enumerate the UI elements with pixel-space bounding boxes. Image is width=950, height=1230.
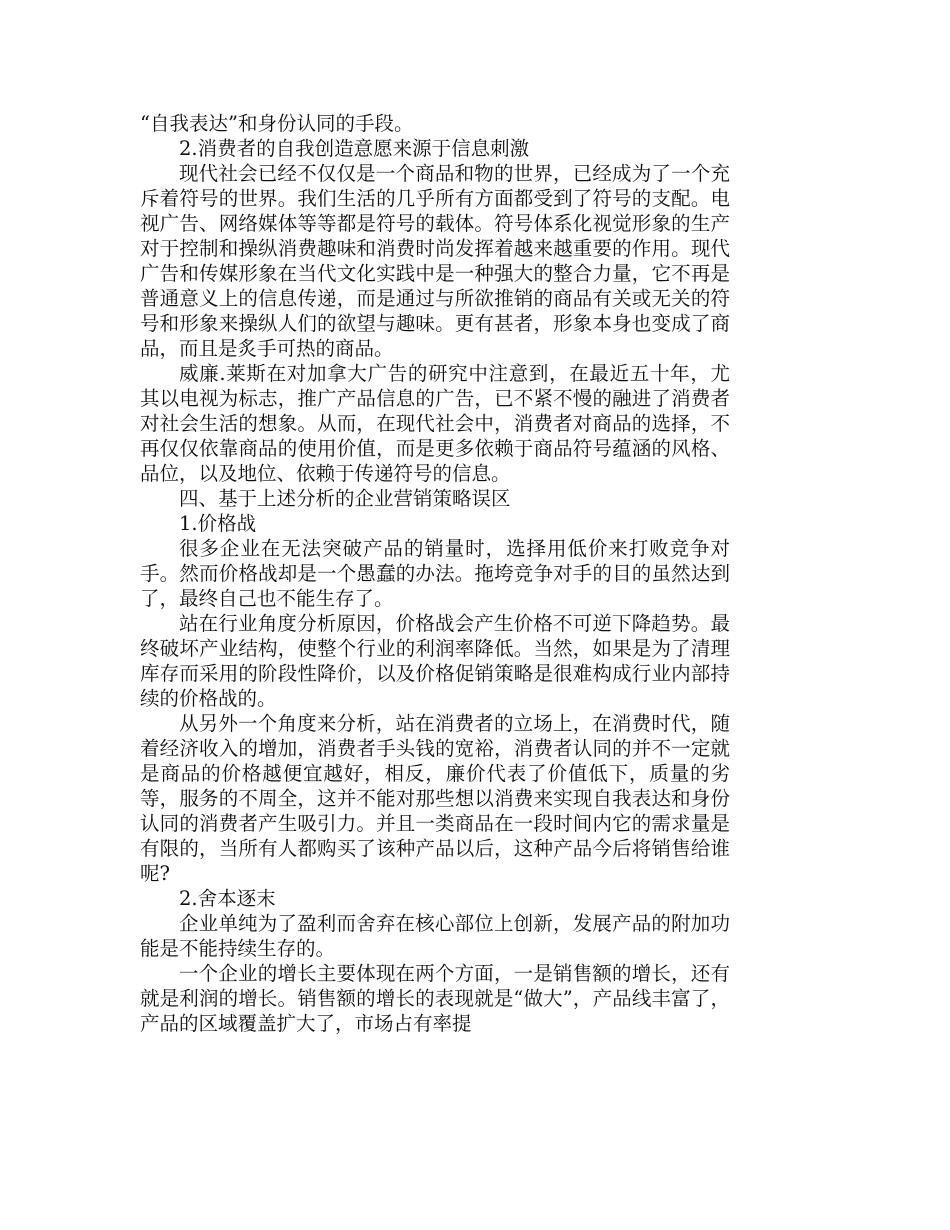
paragraph-7: 很多企业在无法突破产品的销量时，选择用低价来打败竞争对手。然而价格战却是一个愚蠢的办法。拖垮竞争对手的目的虽然达到了，最终自己也不能生存了。 [140, 537, 730, 610]
section-heading-4: 四、基于上述分析的企业营销策略误区 [179, 487, 511, 510]
paragraph-12: 一个企业的增长主要体现在两个方面，一是销售额的增长，还有就是利润的增长。销售额的增长的表现就是“做大”，产品线丰富了，产品的区域覆盖扩大了，市场占有率提 [140, 962, 730, 1035]
paragraph-1: “自我表达”和身份认同的手段。 [140, 112, 414, 135]
paragraph-3: 现代社会已经不仅仅是一个商品和物的世界，已经成为了一个充斥着符号的世界。我们生活的几乎所有方面都受到了符号的支配。电视广告、网络媒体等等都是符号的载体。符号体系化视觉形象的生产对于控制和操纵消费趣味和消费时尚发挥着越来越重要的作用。现代广告和传媒形象在当代文化实践中是一种强大的整合力量，它不再是普通意义上的信息传递，而是通过与所欲推销的商品有关或无关的符号和形象来操纵人们的欲望与趣味。更有甚者，形象本身也变成了商品，而且是炙手可热的商品。 [140, 162, 730, 360]
section-heading-2: 2.消费者的自我创造意愿来源于信息刺激 [179, 137, 530, 160]
paragraph-11: 企业单纯为了盈利而舍弃在核心部位上创新，发展产品的附加功能是不能持续生存的。 [140, 912, 730, 960]
document-page [140, 111, 730, 1036]
paragraph-9: 从另外一个角度来分析，站在消费者的立场上，在消费时代，随着经济收入的增加，消费者手头钱的宽裕，消费者认同的并不一定就是商品的价格越便宜越好，相反，廉价代表了价值低下，质量的劣等，服务的不周全，这并不能对那些想以消费来实现自我表达和身份认同的消费者产生吸引力。并且一类商品在一段时间内它的需求量是有限的，当所有人都购买了该种产品以后，这种产品今后将销售给谁呢? [140, 712, 730, 885]
subsection-heading-misplaced-priorities: 2.舍本逐末 [179, 887, 276, 910]
subsection-heading-price-war: 1.价格战 [179, 512, 257, 535]
paragraph-8: 站在行业角度分析原因，价格战会产生价格不可逆下降趋势。最终破坏产业结构，使整个行业的利润率降低。当然，如果是为了清理库存而采用的阶段性降价，以及价格促销策略是很难构成行业内部持续的价格战的。 [140, 612, 730, 710]
paragraph-4: 威廉.莱斯在对加拿大广告的研究中注意到，在最近五十年，尤其以电视为标志，推广产品信息的广告，已不紧不慢的融进了消费者对社会生活的想象。从而，在现代社会中，消费者对商品的选择，不再仅仅依靠商品的使用价值，而是更多依赖于商品符号蕴涵的风格、品位，以及地位、依赖于传递符号的信息。 [140, 362, 730, 485]
